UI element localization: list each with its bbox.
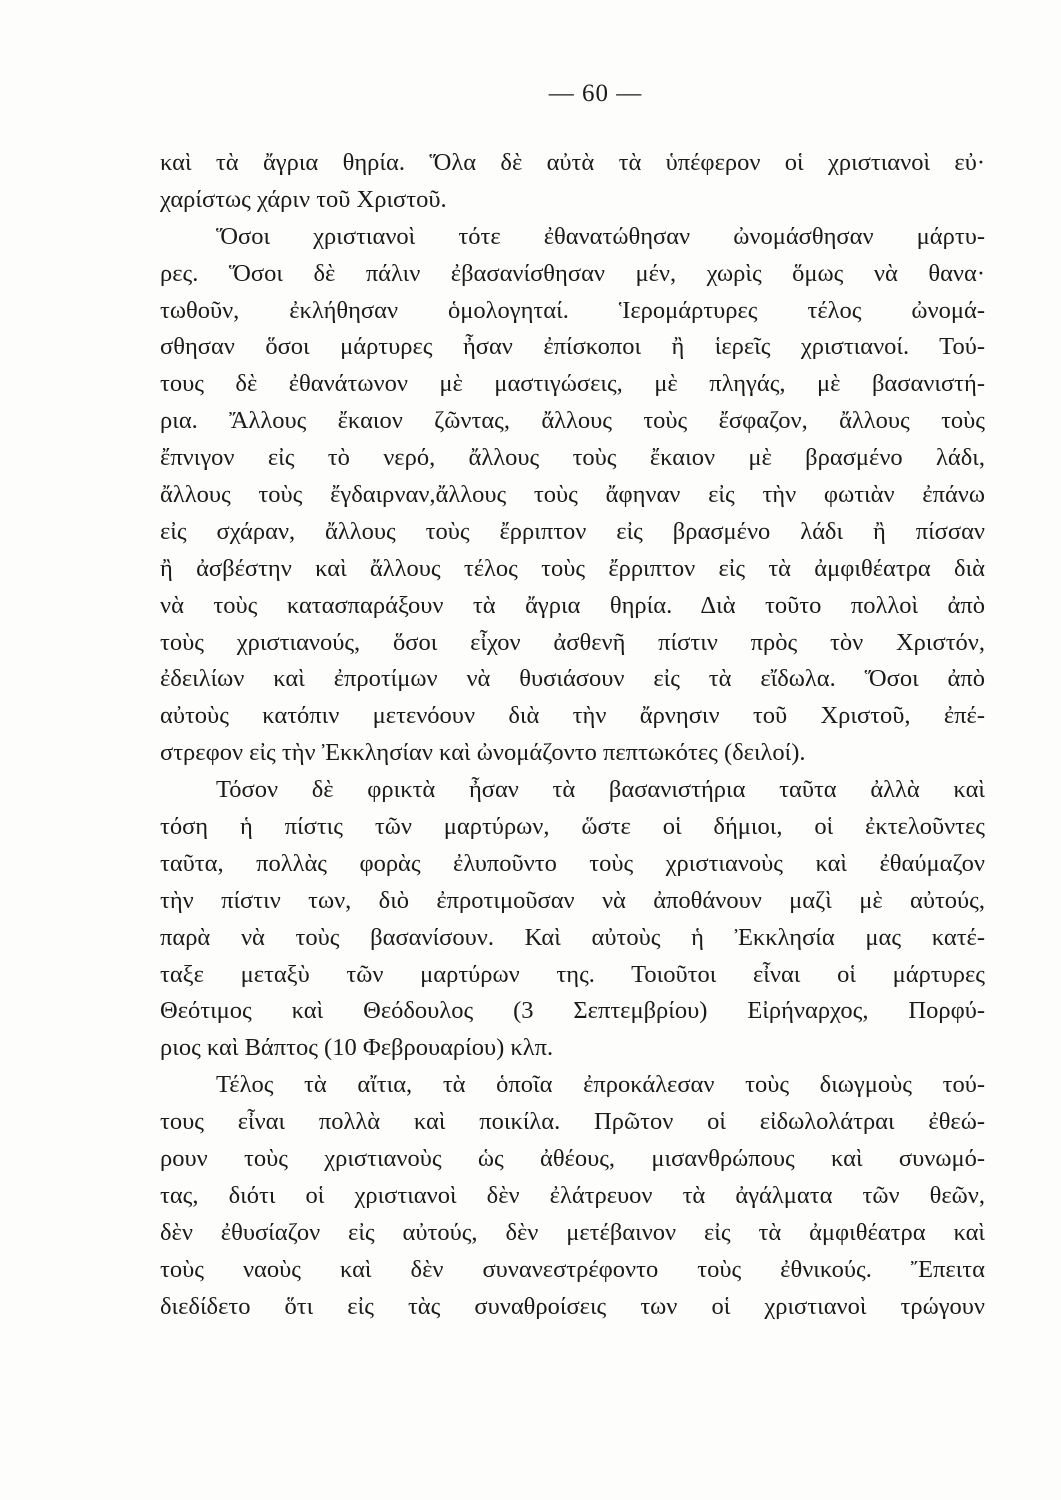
text-line: ἐδειλίων καὶ ἐπροτίμων νὰ θυσιάσουν εἰς τὰ εἴδωλα. Ὅσοι ἀπὸ — [160, 665, 985, 693]
text-line: στρεφον εἰς τὴν Ἐκκλησίαν καὶ ὠνομάζοντο πεπτωκότες (δειλοί). — [160, 739, 806, 767]
text-line: νὰ τοὺς κατασπαράξουν τὰ ἄγρια θηρία. Διὰ τοῦτο πολλοὶ ἀπὸ — [160, 591, 985, 619]
text-line: Θεότιμος καὶ Θεόδουλος (3 Σεπτεμβρίου) Εἰρήναρχος, Πορφύ- — [160, 997, 985, 1025]
text-line: τους δὲ ἐθανάτωνον μὲ μαστιγώσεις, μὲ πληγάς, μὲ βασανιστή- — [160, 370, 985, 398]
text-line: ταξε μεταξὺ τῶν μαρτύρων της. Τοιοῦτοι εἶναι οἱ μάρτυρες — [160, 960, 985, 988]
text-line: ριος καὶ Βάπτος (10 Φεβρουαρίου) κλπ. — [160, 1034, 554, 1062]
text-line: σθησαν ὅσοι μάρτυρες ἦσαν ἐπίσκοποι ἢ ἱερεῖς χριστιανοί. Τού- — [160, 333, 985, 361]
text-line: τοὺς χριστιανούς, ὅσοι εἶχον ἀσθενῆ πίστιν πρὸς τὸν Χριστόν, — [160, 628, 985, 656]
body-text — [160, 145, 985, 1326]
text-line: καὶ τὰ ἄγρια θηρία. Ὅλα δὲ αὐτὰ τὰ ὑπέφερον οἱ χριστιανοὶ εὐ· — [160, 149, 985, 176]
text-line: τὴν πίστιν των, διὸ ἐπροτιμοῦσαν νὰ ἀποθάνουν μαζὶ μὲ αὐτούς, — [160, 886, 985, 914]
text-line: ρια. Ἄλλους ἔκαιον ζῶντας, ἄλλους τοὺς ἔσφαζον, ἄλλους τοὺς — [160, 407, 985, 435]
text-line: αὐτοὺς κατόπιν μετενόουν διὰ τὴν ἄρνησιν τοῦ Χριστοῦ, ἐπέ- — [160, 702, 985, 730]
text-line: διεδίδετο ὅτι εἰς τὰς συναθροίσεις των οἱ χριστιανοὶ τρώγουν — [160, 1292, 985, 1320]
text-line: Ὅσοι χριστιανοὶ τότε ἐθανατώθησαν ὠνομάσθησαν μάρτυ- — [216, 222, 985, 250]
text-line: τας, διότι οἱ χριστιανοὶ δὲν ἐλάτρευον τὰ ἀγάλματα τῶν θεῶν, — [160, 1181, 985, 1209]
text-line: ρουν τοὺς χριστιανοὺς ὡς ἀθέους, μισανθρώπους καὶ συνωμό- — [160, 1145, 985, 1173]
page-number: — 60 — — [548, 80, 643, 107]
text-line: Τέλος τὰ αἴτια, τὰ ὁποῖα ἐπροκάλεσαν τοὺς διωγμοὺς τού- — [216, 1071, 985, 1099]
text-line: ἔπνιγον εἰς τὸ νερό, ἄλλους τοὺς ἔκαιον μὲ βρασμένο λάδι, — [160, 444, 985, 472]
text-line: Τόσον δὲ φρικτὰ ἦσαν τὰ βασανιστήρια ταῦτα ἀλλὰ καὶ — [216, 776, 985, 804]
text-line: εἰς σχάραν, ἄλλους τοὺς ἔρριπτον εἰς βρασμένο λάδι ἢ πίσσαν — [160, 517, 985, 545]
text-line: τους εἶναι πολλὰ καὶ ποικίλα. Πρῶτον οἱ εἰδωλολάτραι ἐθεώ- — [160, 1108, 985, 1136]
text-line: ἄλλους τοὺς ἔγδαιρναν,ἄλλους τοὺς ἄφηναν εἰς τὴν φωτιὰν ἐπάνω — [160, 481, 985, 509]
text-line: τόση ἡ πίστις τῶν μαρτύρων, ὥστε οἱ δήμιοι, οἱ ἐκτελοῦντες — [160, 813, 985, 841]
text-line: τωθοῦν, ἐκλήθησαν ὁμολογηταί. Ἱερομάρτυρες τέλος ὠνομά- — [160, 296, 985, 324]
text-line: τοὺς ναοὺς καὶ δὲν συνανεστρέφοντο τοὺς ἐθνικούς. Ἔπειτα — [160, 1255, 985, 1283]
text-line: χαρίστως χάριν τοῦ Χριστοῦ. — [160, 185, 447, 213]
text-line: ρες. Ὅσοι δὲ πάλιν ἐβασανίσθησαν μέν, χωρὶς ὅμως νὰ θανα· — [160, 259, 985, 287]
text-line: ἢ ἀσβέστην καὶ ἄλλους τέλος τοὺς ἔρριπτον εἰς τὰ ἀμφιθέατρα διὰ — [160, 554, 985, 582]
text-line: ταῦτα, πολλὰς φορὰς ἐλυποῦντο τοὺς χριστιανοὺς καὶ ἐθαύμαζον — [160, 849, 985, 877]
text-line: παρὰ νὰ τοὺς βασανίσουν. Καὶ αὐτοὺς ἡ Ἐκκλησία μας κατέ- — [160, 923, 985, 951]
text-line: δὲν ἐθυσίαζον εἰς αὐτούς, δὲν μετέβαινον εἰς τὰ ἀμφιθέατρα καὶ — [160, 1218, 985, 1246]
